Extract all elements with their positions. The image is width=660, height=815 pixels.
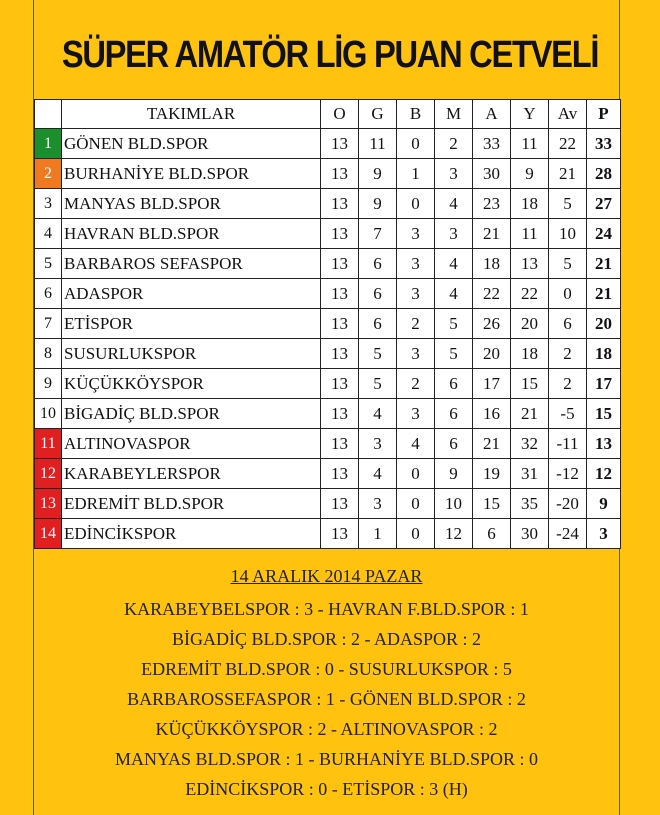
team-name-cell: EDREMİT BLD.SPOR <box>62 489 321 519</box>
drawn-cell: 0 <box>397 129 435 159</box>
lost-cell: 5 <box>435 309 473 339</box>
lost-cell: 4 <box>435 189 473 219</box>
won-cell: 5 <box>359 339 397 369</box>
drawn-cell: 3 <box>397 219 435 249</box>
goals-for-cell: 21 <box>473 429 511 459</box>
table-row <box>35 369 621 399</box>
drawn-cell: 3 <box>397 399 435 429</box>
table-row <box>35 279 621 309</box>
match-result: BARBAROSSEFASPOR : 1 - GÖNEN BLD.SPOR : 2 <box>127 689 526 709</box>
played-cell: 13 <box>321 159 359 189</box>
won-cell: 3 <box>359 489 397 519</box>
team-name-cell: BARBAROS SEFASPOR <box>62 249 321 279</box>
goals-against-cell: 18 <box>511 189 549 219</box>
lost-cell: 6 <box>435 399 473 429</box>
drawn-cell: 3 <box>397 339 435 369</box>
rank-cell: 5 <box>35 249 62 279</box>
team-name-cell: KARABEYLERSPOR <box>62 459 321 489</box>
goals-against-cell: 11 <box>511 219 549 249</box>
team-name-cell: KÜÇÜKKÖYSPOR <box>62 369 321 399</box>
goals-for-cell: 17 <box>473 369 511 399</box>
table-row <box>35 129 621 159</box>
team-name-cell: BİGADİÇ BLD.SPOR <box>62 399 321 429</box>
won-cell: 6 <box>359 249 397 279</box>
goals-for-cell: 20 <box>473 339 511 369</box>
rank-cell: 1 <box>35 129 62 159</box>
goal-diff-cell: 6 <box>549 309 587 339</box>
goals-against-cell: 15 <box>511 369 549 399</box>
played-cell: 13 <box>321 399 359 429</box>
team-name-cell: MANYAS BLD.SPOR <box>62 189 321 219</box>
rank-cell: 10 <box>35 399 62 429</box>
lost-cell: 3 <box>435 159 473 189</box>
goal-diff-cell: -20 <box>549 489 587 519</box>
lost-cell: 9 <box>435 459 473 489</box>
rank-cell: 12 <box>35 459 62 489</box>
goal-diff-cell: 10 <box>549 219 587 249</box>
rank-cell: 11 <box>35 429 62 459</box>
team-name-cell: BURHANİYE BLD.SPOR <box>62 159 321 189</box>
table-row <box>35 459 621 489</box>
table-row <box>35 429 621 459</box>
goals-against-cell: 11 <box>511 129 549 159</box>
goals-for-cell: 6 <box>473 519 511 549</box>
drawn-cell: 3 <box>397 249 435 279</box>
match-result: BİGADİÇ BLD.SPOR : 2 - ADASPOR : 2 <box>171 629 482 649</box>
points-cell: 21 <box>587 249 621 279</box>
drawn-cell: 2 <box>397 309 435 339</box>
team-name-cell: HAVRAN BLD.SPOR <box>62 219 321 249</box>
goal-diff-cell: 2 <box>549 339 587 369</box>
won-cell: 4 <box>359 399 397 429</box>
column-header-played: O <box>321 100 359 129</box>
match-result: MANYAS BLD.SPOR : 1 - BURHANİYE BLD.SPOR : 0 <box>114 749 539 769</box>
table-row <box>35 489 621 519</box>
goal-diff-cell: -24 <box>549 519 587 549</box>
played-cell: 13 <box>321 489 359 519</box>
won-cell: 11 <box>359 129 397 159</box>
goals-against-cell: 30 <box>511 519 549 549</box>
column-header-goal-diff: Av <box>549 100 587 129</box>
goals-against-cell: 22 <box>511 279 549 309</box>
drawn-cell: 0 <box>397 519 435 549</box>
won-cell: 9 <box>359 159 397 189</box>
points-cell: 12 <box>587 459 621 489</box>
goal-diff-cell: -12 <box>549 459 587 489</box>
column-header-won: G <box>359 100 397 129</box>
points-cell: 33 <box>587 129 621 159</box>
match-result: EDREMİT BLD.SPOR : 0 - SUSURLUKSPOR : 5 <box>141 659 512 679</box>
goals-against-cell: 31 <box>511 459 549 489</box>
goals-for-cell: 16 <box>473 399 511 429</box>
lost-cell: 6 <box>435 369 473 399</box>
played-cell: 13 <box>321 339 359 369</box>
match-result: KARABEYBELSPOR : 3 - HAVRAN F.BLD.SPOR : 1 <box>124 599 529 619</box>
match-result: EDİNCİKSPOR : 0 - ETİSPOR : 3 (H) <box>185 779 468 799</box>
lost-cell: 3 <box>435 219 473 249</box>
team-name-cell: ETİSPOR <box>62 309 321 339</box>
points-cell: 15 <box>587 399 621 429</box>
team-name-cell: ALTINOVASPOR <box>62 429 321 459</box>
goals-for-cell: 30 <box>473 159 511 189</box>
team-name-cell: SUSURLUKSPOR <box>62 339 321 369</box>
column-header-goals-for: A <box>473 100 511 129</box>
table-row <box>35 339 621 369</box>
match-result: KÜÇÜKKÖYSPOR : 2 - ALTINOVASPOR : 2 <box>155 719 498 739</box>
won-cell: 3 <box>359 429 397 459</box>
goals-for-cell: 26 <box>473 309 511 339</box>
drawn-cell: 0 <box>397 489 435 519</box>
page-title: SÜPER AMATÖR LİG PUAN CETVELİ <box>61 34 599 76</box>
team-name-cell: ADASPOR <box>62 279 321 309</box>
played-cell: 13 <box>321 219 359 249</box>
goals-for-cell: 18 <box>473 249 511 279</box>
lost-cell: 12 <box>435 519 473 549</box>
points-cell: 27 <box>587 189 621 219</box>
goal-diff-cell: 22 <box>549 129 587 159</box>
rank-cell: 4 <box>35 219 62 249</box>
points-cell: 9 <box>587 489 621 519</box>
match-results <box>34 566 619 804</box>
won-cell: 4 <box>359 459 397 489</box>
drawn-cell: 0 <box>397 459 435 489</box>
goals-for-cell: 22 <box>473 279 511 309</box>
column-header-teams: TAKIMLAR <box>62 100 321 129</box>
points-cell: 13 <box>587 429 621 459</box>
matches-list <box>34 594 619 804</box>
played-cell: 13 <box>321 369 359 399</box>
played-cell: 13 <box>321 459 359 489</box>
points-cell: 21 <box>587 279 621 309</box>
column-header-lost: M <box>435 100 473 129</box>
table-header-row <box>35 100 621 129</box>
points-cell: 3 <box>587 519 621 549</box>
won-cell: 6 <box>359 309 397 339</box>
lost-cell: 4 <box>435 279 473 309</box>
goals-for-cell: 15 <box>473 489 511 519</box>
goals-against-cell: 18 <box>511 339 549 369</box>
table-row <box>35 399 621 429</box>
rank-cell: 13 <box>35 489 62 519</box>
goal-diff-cell: 5 <box>549 189 587 219</box>
goals-for-cell: 21 <box>473 219 511 249</box>
goal-diff-cell: 21 <box>549 159 587 189</box>
won-cell: 9 <box>359 189 397 219</box>
lost-cell: 10 <box>435 489 473 519</box>
table-row <box>35 159 621 189</box>
rank-cell: 8 <box>35 339 62 369</box>
standings-table <box>34 99 621 549</box>
drawn-cell: 3 <box>397 279 435 309</box>
goals-for-cell: 33 <box>473 129 511 159</box>
goals-against-cell: 21 <box>511 399 549 429</box>
won-cell: 5 <box>359 369 397 399</box>
lost-cell: 5 <box>435 339 473 369</box>
goal-diff-cell: -11 <box>549 429 587 459</box>
goal-diff-cell: 0 <box>549 279 587 309</box>
results-date: 14 ARALIK 2014 PAZAR <box>230 566 423 586</box>
rank-cell: 9 <box>35 369 62 399</box>
rank-cell: 14 <box>35 519 62 549</box>
goals-against-cell: 9 <box>511 159 549 189</box>
played-cell: 13 <box>321 279 359 309</box>
rank-column-header <box>35 100 62 129</box>
rank-cell: 7 <box>35 309 62 339</box>
table-row <box>35 519 621 549</box>
drawn-cell: 2 <box>397 369 435 399</box>
played-cell: 13 <box>321 519 359 549</box>
table-row <box>35 249 621 279</box>
drawn-cell: 4 <box>397 429 435 459</box>
rank-cell: 6 <box>35 279 62 309</box>
played-cell: 13 <box>321 309 359 339</box>
table-row <box>35 309 621 339</box>
won-cell: 6 <box>359 279 397 309</box>
goals-against-cell: 32 <box>511 429 549 459</box>
rank-cell: 2 <box>35 159 62 189</box>
goal-diff-cell: 2 <box>549 369 587 399</box>
points-cell: 28 <box>587 159 621 189</box>
goals-against-cell: 20 <box>511 309 549 339</box>
goals-for-cell: 19 <box>473 459 511 489</box>
team-name-cell: GÖNEN BLD.SPOR <box>62 129 321 159</box>
played-cell: 13 <box>321 429 359 459</box>
played-cell: 13 <box>321 249 359 279</box>
table-row <box>35 219 621 249</box>
goal-diff-cell: 5 <box>549 249 587 279</box>
table-row <box>35 189 621 219</box>
points-cell: 24 <box>587 219 621 249</box>
team-name-cell: EDİNCİKSPOR <box>62 519 321 549</box>
goal-diff-cell: -5 <box>549 399 587 429</box>
points-cell: 18 <box>587 339 621 369</box>
goals-against-cell: 35 <box>511 489 549 519</box>
column-header-points: P <box>587 100 621 129</box>
drawn-cell: 1 <box>397 159 435 189</box>
column-header-drawn: B <box>397 100 435 129</box>
won-cell: 7 <box>359 219 397 249</box>
lost-cell: 2 <box>435 129 473 159</box>
points-cell: 17 <box>587 369 621 399</box>
won-cell: 1 <box>359 519 397 549</box>
points-cell: 20 <box>587 309 621 339</box>
lost-cell: 4 <box>435 249 473 279</box>
played-cell: 13 <box>321 129 359 159</box>
goals-against-cell: 13 <box>511 249 549 279</box>
lost-cell: 6 <box>435 429 473 459</box>
rank-cell: 3 <box>35 189 62 219</box>
played-cell: 13 <box>321 189 359 219</box>
drawn-cell: 0 <box>397 189 435 219</box>
goals-for-cell: 23 <box>473 189 511 219</box>
column-header-goals-against: Y <box>511 100 549 129</box>
